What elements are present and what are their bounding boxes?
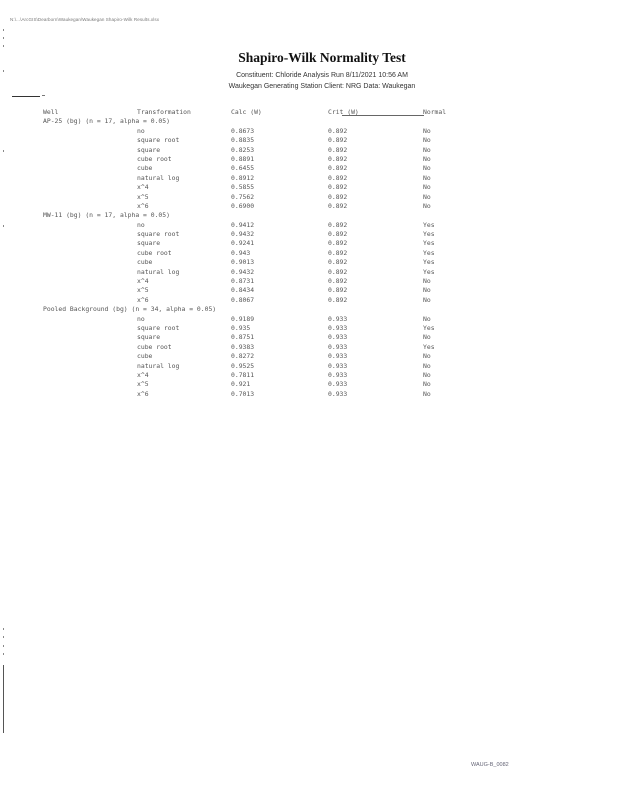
normal-cell: No [423, 333, 431, 342]
margin-rule [3, 665, 4, 733]
table-row [43, 127, 453, 136]
transformation-cell: cube [137, 258, 153, 267]
table-row [43, 390, 453, 399]
calc-cell: 0.9241 [231, 239, 255, 248]
normal-cell: Yes [423, 239, 435, 248]
transformation-cell: x^6 [137, 295, 149, 304]
crit-cell: 0.892 [328, 286, 348, 295]
crit-cell: 0.933 [328, 342, 348, 351]
transformation-cell: x^5 [137, 380, 149, 389]
transformation-cell: cube root [137, 248, 172, 257]
crit-cell: 0.933 [328, 361, 348, 370]
table-row [43, 183, 453, 192]
transformation-cell: cube root [137, 154, 172, 163]
calc-cell: 0.9432 [231, 267, 255, 276]
transformation-cell: cube [137, 352, 153, 361]
margin-tick [3, 45, 4, 47]
calc-cell: 0.7562 [231, 192, 255, 201]
table-row [43, 249, 453, 258]
transformation-cell: square root [137, 136, 180, 145]
crit-cell: 0.892 [328, 220, 348, 229]
transformation-cell: no [137, 126, 145, 135]
margin-tick [3, 628, 4, 630]
col-header-transformation: Transformation [137, 108, 191, 116]
col-header-crit: Crit (W) [328, 108, 359, 116]
transformation-cell: square [137, 239, 161, 248]
normal-cell: No [423, 183, 431, 192]
table-row [43, 221, 453, 230]
margin-tick [3, 37, 4, 39]
crit-cell: 0.892 [328, 201, 348, 210]
calc-cell: 0.9432 [231, 230, 255, 239]
table-row [43, 343, 453, 352]
crit-cell: 0.892 [328, 154, 348, 163]
table-row [43, 333, 453, 342]
crit-cell: 0.892 [328, 239, 348, 248]
normal-cell: No [423, 370, 431, 379]
normal-cell: Yes [423, 230, 435, 239]
table-row [43, 258, 453, 267]
header-rule-dash [42, 95, 45, 96]
calc-cell: 0.8272 [231, 352, 255, 361]
table-row [43, 202, 453, 211]
table-row [43, 239, 453, 248]
transformation-cell: x^6 [137, 389, 149, 398]
crit-cell: 0.933 [328, 314, 348, 323]
transformation-cell: cube root [137, 342, 172, 351]
transformation-cell: x^4 [137, 370, 149, 379]
table-row [43, 164, 453, 173]
table-row [43, 324, 453, 333]
normal-cell: No [423, 173, 431, 182]
normal-cell: No [423, 314, 431, 323]
crit-cell: 0.892 [328, 295, 348, 304]
table-row [43, 268, 453, 277]
calc-cell: 0.7013 [231, 389, 255, 398]
calc-cell: 0.5855 [231, 183, 255, 192]
file-path-note: N:\...\ArcGIS\Dearborn\Waukegan\Waukegan Shapiro-Wilk Results.xlsx [10, 17, 160, 22]
document-id: WAUG-B_0082 [471, 762, 509, 768]
normal-cell: No [423, 380, 431, 389]
calc-cell: 0.943 [231, 248, 251, 257]
margin-tick [3, 653, 4, 655]
table-row [43, 155, 453, 164]
table-row [43, 136, 453, 145]
table-header-row [43, 108, 453, 117]
transformation-cell: square [137, 145, 161, 154]
normal-cell: No [423, 154, 431, 163]
calc-cell: 0.8835 [231, 136, 255, 145]
group-label: AP-25 (bg) (n = 17, alpha = 0.05) [43, 117, 170, 126]
normal-cell: No [423, 389, 431, 398]
normal-cell: Yes [423, 267, 435, 276]
margin-tick [3, 29, 4, 31]
col-header-calc: Calc (W) [231, 108, 262, 116]
report-title: Shapiro-Wilk Normality Test [238, 50, 406, 65]
results-table [43, 108, 453, 399]
normal-cell: No [423, 201, 431, 210]
normal-cell: Yes [423, 323, 435, 332]
margin-tick [3, 225, 4, 227]
table-row [43, 193, 453, 202]
normal-cell: Yes [423, 220, 435, 229]
normal-cell: No [423, 164, 431, 173]
crit-cell: 0.892 [328, 277, 348, 286]
transformation-cell: natural log [137, 361, 180, 370]
transformation-cell: natural log [137, 267, 180, 276]
calc-cell: 0.8673 [231, 126, 255, 135]
transformation-cell: cube [137, 164, 153, 173]
calc-cell: 0.921 [231, 380, 251, 389]
calc-cell: 0.9525 [231, 361, 255, 370]
crit-cell: 0.892 [328, 136, 348, 145]
calc-cell: 0.8891 [231, 154, 255, 163]
col-header-well: Well [43, 108, 59, 116]
group-label: Pooled Background (bg) (n = 34, alpha = 0.05) [43, 305, 217, 314]
table-row [43, 315, 453, 324]
calc-cell: 0.6900 [231, 201, 255, 210]
transformation-cell: square root [137, 230, 180, 239]
table-row [43, 174, 453, 183]
calc-cell: 0.935 [231, 323, 251, 332]
calc-cell: 0.9383 [231, 342, 255, 351]
calc-cell: 0.8434 [231, 286, 255, 295]
normal-cell: No [423, 286, 431, 295]
crit-cell: 0.892 [328, 267, 348, 276]
calc-cell: 0.7811 [231, 370, 255, 379]
normal-cell: No [423, 295, 431, 304]
transformation-cell: x^5 [137, 192, 149, 201]
table-row [43, 286, 453, 295]
transformation-cell: x^6 [137, 201, 149, 210]
normal-cell: No [423, 145, 431, 154]
margin-tick [3, 636, 4, 638]
crit-cell: 0.892 [328, 230, 348, 239]
normal-cell: No [423, 126, 431, 135]
calc-cell: 0.8751 [231, 333, 255, 342]
crit-cell: 0.892 [328, 126, 348, 135]
crit-cell: 0.892 [328, 248, 348, 257]
table-row [43, 296, 453, 305]
calc-cell: 0.9189 [231, 314, 255, 323]
transformation-cell: square [137, 333, 161, 342]
transformation-cell: x^4 [137, 277, 149, 286]
crit-cell: 0.933 [328, 333, 348, 342]
normal-cell: Yes [423, 342, 435, 351]
margin-tick [3, 645, 4, 647]
transformation-cell: no [137, 220, 145, 229]
calc-cell: 0.8912 [231, 173, 255, 182]
calc-cell: 0.9412 [231, 220, 255, 229]
table-row [43, 230, 453, 239]
calc-cell: 0.9013 [231, 258, 255, 267]
crit-cell: 0.892 [328, 173, 348, 182]
normal-cell: Yes [423, 258, 435, 267]
margin-tick [3, 150, 4, 152]
crit-cell: 0.892 [328, 192, 348, 201]
crit-cell: 0.933 [328, 370, 348, 379]
normal-cell: No [423, 192, 431, 201]
table-row [43, 352, 453, 361]
normal-cell: No [423, 136, 431, 145]
crit-cell: 0.892 [328, 164, 348, 173]
calc-cell: 0.8731 [231, 277, 255, 286]
crit-cell: 0.892 [328, 258, 348, 267]
col-header-normal: Normal [423, 108, 447, 116]
header-rule [12, 96, 40, 97]
crit-cell: 0.933 [328, 389, 348, 398]
transformation-cell: x^4 [137, 183, 149, 192]
normal-cell: Yes [423, 248, 435, 257]
transformation-cell: square root [137, 323, 180, 332]
report-subtitle-analysis: Constituent: Chloride Analysis Run 8/11/2021 10:56 AM [236, 72, 408, 79]
table-row [43, 380, 453, 389]
group-row [43, 305, 453, 314]
crit-cell: 0.933 [328, 323, 348, 332]
crit-cell: 0.892 [328, 183, 348, 192]
table-row [43, 371, 453, 380]
crit-cell: 0.933 [328, 380, 348, 389]
calc-cell: 0.8253 [231, 145, 255, 154]
normal-cell: No [423, 277, 431, 286]
table-row [43, 362, 453, 371]
report-subtitle-site: Waukegan Generating Station Client: NRG Data: Waukegan [228, 83, 416, 90]
header-underline [342, 115, 424, 116]
transformation-cell: natural log [137, 173, 180, 182]
calc-cell: 0.6455 [231, 164, 255, 173]
group-label: MW-11 (bg) (n = 17, alpha = 0.05) [43, 211, 170, 220]
transformation-cell: x^5 [137, 286, 149, 295]
group-row [43, 117, 453, 126]
normal-cell: No [423, 352, 431, 361]
table-row [43, 277, 453, 286]
calc-cell: 0.8067 [231, 295, 255, 304]
group-row [43, 211, 453, 220]
crit-cell: 0.892 [328, 145, 348, 154]
crit-cell: 0.933 [328, 352, 348, 361]
normal-cell: No [423, 361, 431, 370]
table-row [43, 146, 453, 155]
transformation-cell: no [137, 314, 145, 323]
